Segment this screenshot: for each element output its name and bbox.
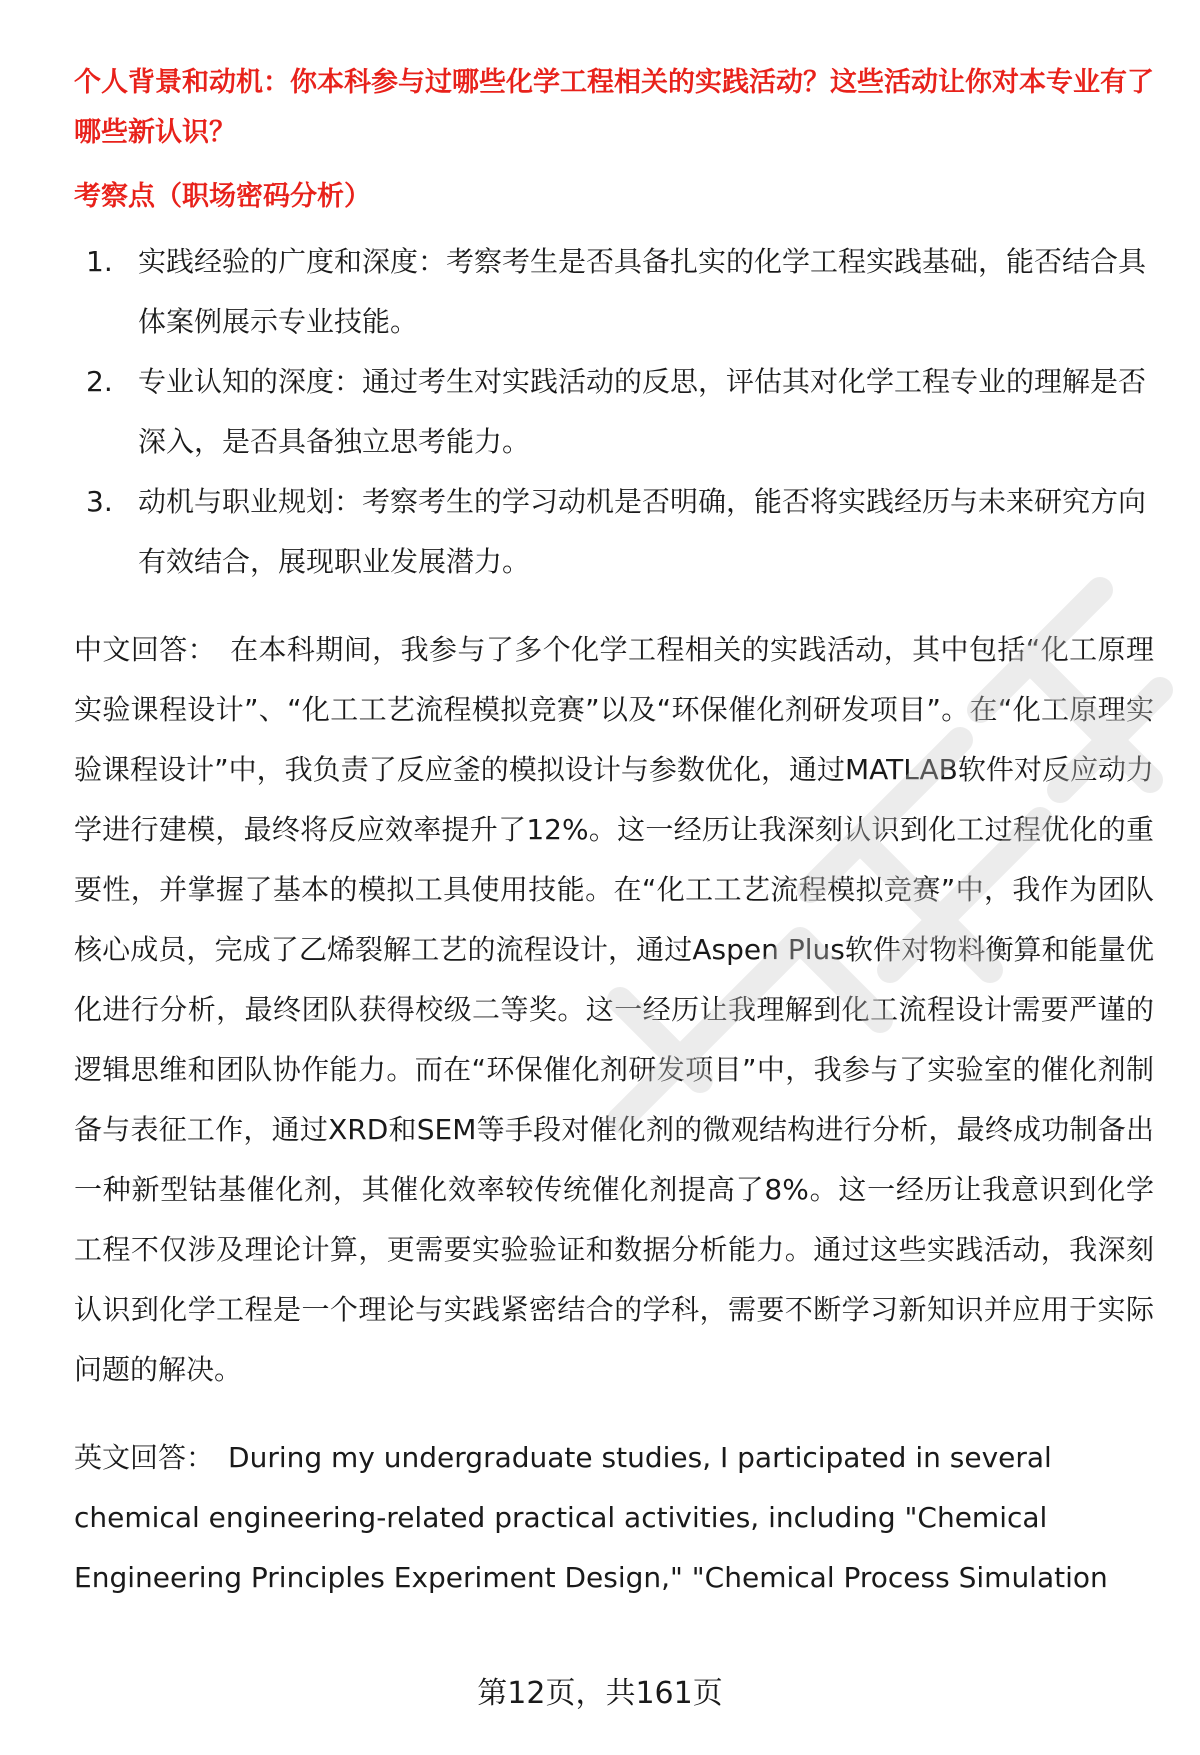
- english-answer: [74, 1428, 1154, 1608]
- chinese-answer-text: 在本科期间，我参与了多个化学工程相关的实践活动，其中包括“化工原理实验课程设计”、“化工工艺流程模拟竞赛”以及“环保催化剂研发项目”。在“化工原理实验课程设计”中，我负责了反应釜的模拟设计与参数优化，通过MATLAB软件对反应动力学进行建模，最终将反应效率提升了12%。这一经历让我深刻认识到化工过程优化的重要性，并掌握了基本的模拟工具使用技能。在“化工工艺流程模拟竞赛”中，我作为团队核心成员，完成了乙烯裂解工艺的流程设计，通过Aspen Plus软件对物料衡算和能量优化进行分析，最终团队获得校级二等奖。这一经历让我理解到化工流程设计需要严谨的逻辑思维和团队协作能力。而在“环保催化剂研发项目”中，我参与了实验室的催化剂制备与表征工作，通过XRD和SEM等手段对催化剂的微观结构进行分析，最终成功制备出一种新型钴基催化剂，其催化效率较传统催化剂提高了8%。这一经历让我意识到化学工程不仅涉及理论计算，更需要实验验证和数据分析能力。通过这些实践活动，我深刻认识到化学工程是一个理论与实践紧密结合的学科，需要不断学习新知识并应用于实际问题的解决。: [74, 633, 1154, 1386]
- list-item: [74, 472, 1154, 592]
- list-item-number: 2.: [86, 365, 113, 398]
- list-item-number: 3.: [86, 485, 113, 518]
- list-item-text: 动机与职业规划：考察考生的学习动机是否明确，能否将实践经历与未来研究方向有效结合，展现职业发展潜力。: [138, 485, 1147, 578]
- english-answer-label: 英文回答：: [74, 1441, 215, 1474]
- list-item: [74, 232, 1154, 352]
- assessment-points-list: [74, 232, 1154, 592]
- chinese-answer: [74, 620, 1154, 1400]
- chinese-answer-label: 中文回答：: [74, 633, 217, 666]
- list-item-text: 专业认知的深度：通过考生对实践活动的反思，评估其对化学工程专业的理解是否深入，是否具备独立思考能力。: [138, 365, 1147, 458]
- interview-question: 个人背景和动机：你本科参与过哪些化学工程相关的实践活动？这些活动让你对本专业有了哪些新认识？: [74, 67, 1154, 148]
- list-item: [74, 352, 1154, 472]
- assessment-heading: 考察点（职场密码分析）: [74, 181, 371, 212]
- list-item-number: 1.: [86, 245, 113, 278]
- page-number: 第12页，共161页: [477, 1676, 723, 1711]
- english-answer-text: During my undergraduate studies, I participated in several chemical engineering-related practical activities, including "Chemical Engineering Principles Experiment Design," "Chemical Process Simulation: [74, 1441, 1108, 1594]
- list-item-text: 实践经验的广度和深度：考察考生是否具备扎实的化学工程实践基础，能否结合具体案例展示专业技能。: [138, 245, 1147, 338]
- document-page: [74, 58, 1154, 1608]
